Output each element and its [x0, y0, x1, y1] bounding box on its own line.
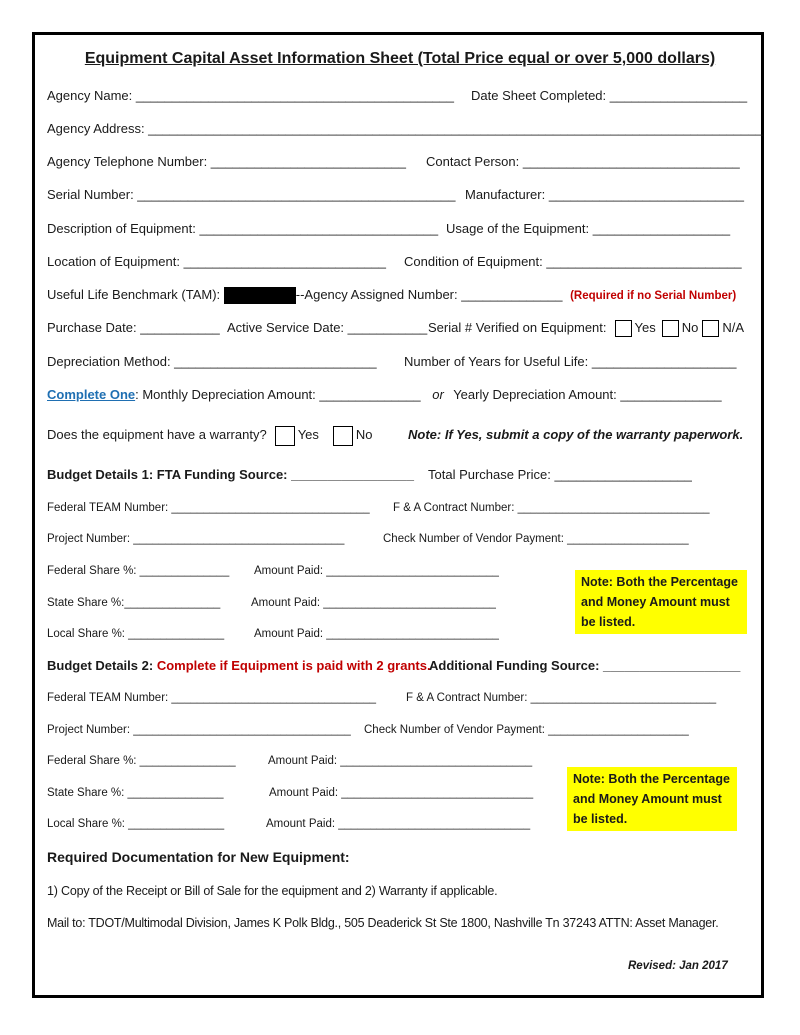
budget2-heading-note: Complete if Equipment is paid with 2 grants. — [156, 658, 431, 673]
warranty-yes-label: Yes — [297, 427, 319, 442]
agency-assigned-number-field[interactable]: --Agency Assigned Number: ______________ — [295, 287, 563, 302]
budget1-fa-contract-field[interactable]: F & A Contract Number: ______________________________ — [393, 502, 710, 514]
budget1-amount-paid-federal[interactable]: Amount Paid: ___________________________ — [254, 565, 499, 577]
budget2-heading-colon: : — [148, 658, 157, 673]
warranty-no-label: No — [355, 427, 373, 442]
active-service-date-field[interactable]: Active Service Date: ___________ — [227, 320, 428, 335]
redacted-block — [224, 287, 296, 304]
required-docs-heading: Required Documentation for New Equipment: — [47, 849, 350, 865]
budget1-check-number-field[interactable]: Check Number of Vendor Payment: ___________________ — [383, 533, 689, 545]
depreciation-method-field[interactable]: Depreciation Method: ____________________________ — [47, 354, 377, 369]
required-docs-item: 1) Copy of the Receipt or Bill of Sale for the equipment and 2) Warranty if applicable. — [47, 884, 498, 898]
serial-verified-na-checkbox[interactable] — [702, 320, 719, 337]
budget2-local-share-field[interactable]: Local Share %: _______________ — [47, 818, 225, 830]
complete-one-label: Complete One — [47, 387, 136, 402]
description-field[interactable]: Description of Equipment: _________________________________ — [47, 221, 439, 236]
or-label: or — [432, 387, 444, 402]
budget1-heading[interactable]: Budget Details 1: FTA Funding Source: _________________ — [47, 467, 415, 482]
manufacturer-field[interactable]: Manufacturer: ___________________________ — [465, 187, 745, 202]
budget1-total-price-field[interactable]: Total Purchase Price: ___________________ — [428, 467, 692, 482]
serial-number-field[interactable]: Serial Number: ____________________________________________ — [47, 187, 456, 202]
budget1-state-share-field[interactable]: State Share %:_______________ — [47, 597, 221, 609]
contact-person-field[interactable]: Contact Person: ______________________________ — [426, 154, 740, 169]
warranty-question: Does the equipment have a warranty? — [47, 427, 267, 442]
budget2-additional-source-field[interactable]: Additional Funding Source: ___________________ — [429, 658, 741, 673]
budget2-amount-paid-state[interactable]: Amount Paid: ______________________________ — [269, 787, 534, 799]
budget2-amount-paid-federal[interactable]: Amount Paid: ______________________________ — [268, 755, 533, 767]
serial-verified-label: Serial # Verified on Equipment: — [428, 320, 607, 335]
budget2-check-number-field[interactable]: Check Number of Vendor Payment: ______________________ — [364, 724, 689, 736]
useful-life-row — [47, 287, 736, 304]
yearly-depreciation-field[interactable]: Yearly Depreciation Amount: ______________ — [453, 387, 722, 402]
budget2-state-share-field[interactable]: State Share %: _______________ — [47, 787, 224, 799]
revised-date: Revised: Jan 2017 — [628, 960, 728, 972]
warranty-yes-checkbox[interactable] — [275, 426, 295, 446]
mail-to-address: Mail to: TDOT/Multimodal Division, James K Polk Bldg., 505 Deaderick St Ste 1800, Nashville Tn 37243 ATTN: Asset Manager. — [47, 916, 719, 930]
budget1-local-share-field[interactable]: Local Share %: _______________ — [47, 628, 225, 640]
date-sheet-completed-field[interactable]: Date Sheet Completed: ___________________ — [471, 88, 748, 103]
budget2-heading-label: Budget Details 2 — [47, 658, 149, 673]
budget1-project-number-field[interactable]: Project Number: _________________________________ — [47, 533, 345, 545]
yes-label: Yes — [634, 320, 656, 335]
warranty-row — [47, 425, 373, 446]
budget2-federal-team-field[interactable]: Federal TEAM Number: ________________________________ — [47, 692, 377, 704]
agency-telephone-field[interactable]: Agency Telephone Number: ___________________________ — [47, 154, 407, 169]
usage-field[interactable]: Usage of the Equipment: ___________________ — [446, 221, 731, 236]
depreciation-row — [47, 387, 722, 403]
page-title: Equipment Capital Asset Information Sheet (Total Price equal or over 5,000 dollars) — [84, 50, 716, 67]
purchase-date-field[interactable]: Purchase Date: ___________ — [47, 320, 220, 335]
warranty-note: Note: If Yes, submit a copy of the warranty paperwork. — [408, 427, 744, 442]
useful-life-label: Useful Life Benchmark (TAM): — [47, 287, 221, 302]
budget2-fa-contract-field[interactable]: F & A Contract Number: _____________________________ — [406, 692, 717, 704]
budget2-amount-paid-local[interactable]: Amount Paid: ______________________________ — [266, 818, 531, 830]
serial-verified-no-checkbox[interactable] — [662, 320, 679, 337]
serial-verified-yes-checkbox[interactable] — [615, 320, 632, 337]
monthly-depreciation-field[interactable]: : Monthly Depreciation Amount: ______________ — [135, 387, 421, 402]
na-label: N/A — [722, 320, 745, 335]
agency-name-field[interactable]: Agency Name: ____________________________________________ — [47, 88, 454, 103]
required-if-no-serial: (Required if no Serial Number) — [570, 290, 737, 302]
condition-field[interactable]: Condition of Equipment: ___________________________ — [404, 254, 742, 269]
agency-address-field[interactable]: Agency Address: _____________________________________________________________________________________ — [47, 121, 763, 136]
warranty-no-checkbox[interactable] — [333, 426, 353, 446]
budget1-amount-paid-state[interactable]: Amount Paid: ___________________________ — [251, 597, 496, 609]
budget2-note: Note: Both the Percentage and Money Amount must be listed. — [567, 767, 737, 831]
budget2-federal-share-field[interactable]: Federal Share %: _______________ — [47, 755, 236, 767]
budget2-heading-row — [47, 658, 431, 674]
budget1-note: Note: Both the Percentage and Money Amount must be listed. — [575, 570, 747, 634]
budget1-federal-share-field[interactable]: Federal Share %: ______________ — [47, 565, 230, 577]
no-label: No — [681, 320, 699, 335]
location-field[interactable]: Location of Equipment: ____________________________ — [47, 254, 387, 269]
budget2-project-number-field[interactable]: Project Number: __________________________________ — [47, 724, 351, 736]
years-useful-life-field[interactable]: Number of Years for Useful Life: ____________________ — [404, 354, 737, 369]
budget1-amount-paid-local[interactable]: Amount Paid: ___________________________ — [254, 628, 499, 640]
serial-verified-row — [428, 318, 744, 338]
budget1-federal-team-field[interactable]: Federal TEAM Number: _______________________________ — [47, 502, 370, 514]
